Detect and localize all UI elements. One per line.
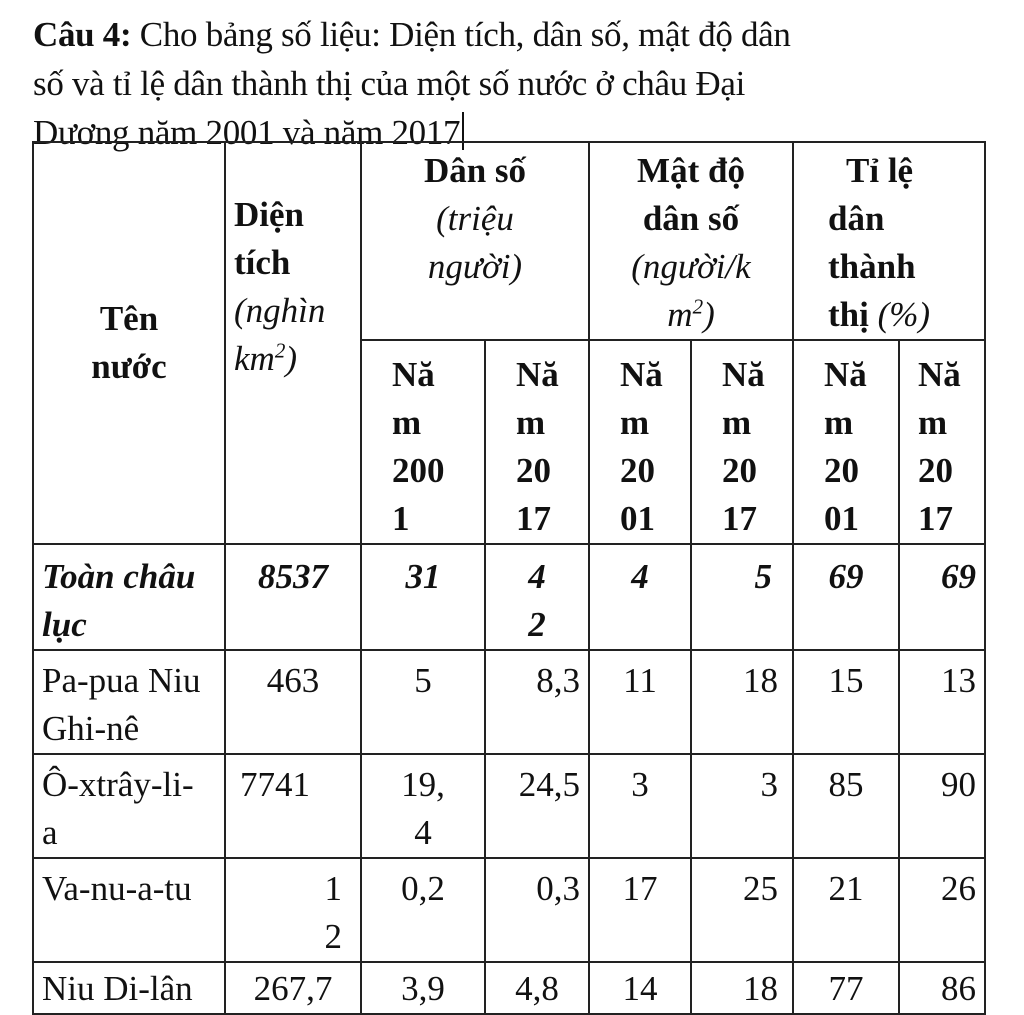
header-den-2017: Nă m 20 17 — [691, 340, 793, 544]
cell-area: 463 — [225, 650, 361, 754]
header-urban: Tỉ lệ dân thành thị (%) — [793, 142, 985, 340]
cell-den-2017: 18 — [691, 650, 793, 754]
cell-den-2001: 3 — [589, 754, 691, 858]
cell-area: 1 2 — [225, 858, 361, 962]
cell-urb-2017: 69 — [899, 544, 985, 650]
cell-den-2001: 11 — [589, 650, 691, 754]
question-line-2: số và tỉ lệ dân thành thị của một số nước ở châu Đại — [33, 64, 746, 103]
cell-urb-2001: 77 — [793, 962, 899, 1014]
header-urb-2001: Nă m 20 01 — [793, 340, 899, 544]
cell-area: 7741 — [225, 754, 361, 858]
header-pop-2001: Nă m 200 1 — [361, 340, 485, 544]
header-density: Mật độ dân số (người/k $m^2$) — [589, 142, 793, 340]
cell-pop-2001: 31 — [361, 544, 485, 650]
table-row-total — [33, 544, 985, 650]
cell-pop-2017: 4 2 — [485, 544, 589, 650]
cell-pop-2017: 8,3 — [485, 650, 589, 754]
question-line-1: Câu 4: Cho bảng số liệu: Diện tích, dân số, mật độ dân — [33, 15, 791, 54]
cell-den-2017: 3 — [691, 754, 793, 858]
header-pop-2017: Nă m 20 17 — [485, 340, 589, 544]
cell-name: Pa-pua Niu Ghi-nê — [33, 650, 225, 754]
cell-area: 267,7 — [225, 962, 361, 1014]
cell-urb-2017: 13 — [899, 650, 985, 754]
cell-den-2017: 18 — [691, 962, 793, 1014]
table-row — [33, 858, 985, 962]
cell-den-2017: 25 — [691, 858, 793, 962]
cell-urb-2017: 26 — [899, 858, 985, 962]
cell-area: 8537 — [225, 544, 361, 650]
cell-pop-2001: 0,2 — [361, 858, 485, 962]
cell-name: Niu Di-lân — [33, 962, 225, 1014]
question-line-3: Dương năm 2001 và năm 2017 — [33, 108, 933, 157]
header-area: Diện tích (nghìn $km^2$) — [225, 142, 361, 544]
cell-name: Va-nu-a-tu — [33, 858, 225, 962]
cell-urb-2017: 90 — [899, 754, 985, 858]
cell-den-2017: 5 — [691, 544, 793, 650]
question-label: Câu 4: — [33, 15, 132, 54]
header-urb-2017: Nă m 20 17 — [899, 340, 985, 544]
header-country: Tên nước — [33, 142, 225, 544]
cell-urb-2001: 15 — [793, 650, 899, 754]
cell-pop-2017: 0,3 — [485, 858, 589, 962]
cell-name: Ô-xtrây-li- a — [33, 754, 225, 858]
table-row — [33, 754, 985, 858]
cell-urb-2001: 21 — [793, 858, 899, 962]
question-text — [33, 10, 933, 157]
cell-den-2001: 14 — [589, 962, 691, 1014]
cell-pop-2001: 19, 4 — [361, 754, 485, 858]
cell-pop-2017: 4,8 — [485, 962, 589, 1014]
cell-pop-2017: 24,5 — [485, 754, 589, 858]
cell-urb-2017: 86 — [899, 962, 985, 1014]
cell-pop-2001: 3,9 — [361, 962, 485, 1014]
header-population: Dân số (triệu người) — [361, 142, 589, 340]
cell-urb-2001: 85 — [793, 754, 899, 858]
table-row — [33, 962, 985, 1014]
cell-urb-2001: 69 — [793, 544, 899, 650]
table-row — [33, 650, 985, 754]
cell-name: Toàn châu lục — [33, 544, 225, 650]
cell-den-2001: 4 — [589, 544, 691, 650]
header-den-2001: Nă m 20 01 — [589, 340, 691, 544]
cell-pop-2001: 5 — [361, 650, 485, 754]
cell-den-2001: 17 — [589, 858, 691, 962]
data-table — [32, 141, 986, 1015]
